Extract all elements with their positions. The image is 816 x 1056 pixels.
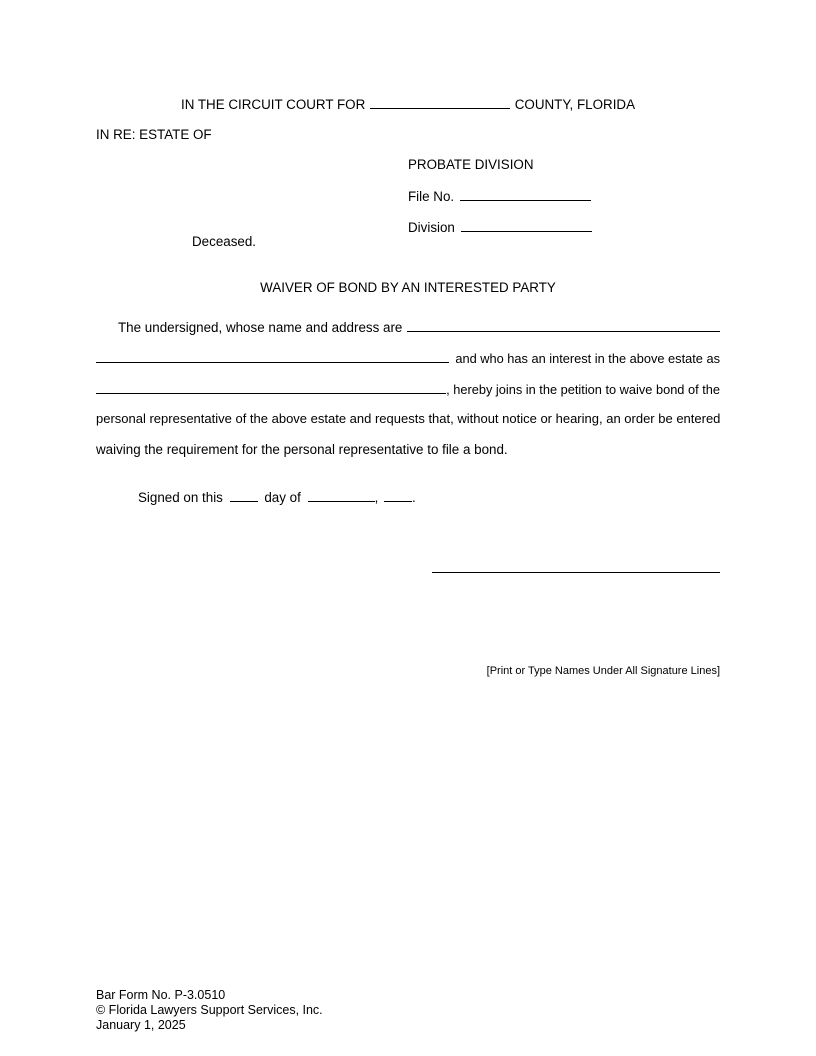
month-blank[interactable] (308, 489, 375, 502)
division-row (408, 219, 592, 236)
court-caption (181, 96, 635, 113)
body-line-5: waiving the requirement for the personal representative to file a bond. (96, 442, 508, 457)
division-label: Division (408, 220, 455, 235)
day-of-label: day of (264, 490, 301, 505)
court-prefix: IN THE CIRCUIT COURT FOR (181, 97, 366, 112)
bar-form-number: Bar Form No. P-3.0510 (96, 988, 226, 1002)
form-date: January 1, 2025 (96, 1018, 186, 1032)
date-comma: , (374, 490, 379, 505)
in-re-label: IN RE: ESTATE OF (96, 127, 212, 142)
probate-division: PROBATE DIVISION (408, 157, 534, 172)
body-line-3-text: , hereby joins in the petition to waive bond of the (446, 382, 720, 397)
body-line-3 (96, 381, 720, 398)
body-line-1-text: The undersigned, whose name and address are (118, 320, 403, 335)
body-line-2-text: and who has an interest in the above estate as (455, 351, 720, 366)
day-blank[interactable] (230, 489, 258, 502)
division-blank[interactable] (461, 219, 592, 232)
file-no-blank[interactable] (460, 188, 591, 201)
name-address-blank-2[interactable] (96, 350, 449, 363)
body-line-2 (96, 350, 720, 367)
interest-blank[interactable] (96, 381, 446, 394)
signature-line[interactable] (432, 572, 720, 573)
file-no-label: File No. (408, 189, 455, 204)
name-address-blank[interactable] (407, 319, 720, 332)
court-suffix: COUNTY, FLORIDA (514, 97, 636, 112)
deceased-label: Deceased. (192, 234, 257, 249)
year-blank[interactable] (384, 489, 412, 502)
file-no-row (408, 188, 591, 205)
signed-on-row (138, 489, 416, 506)
signed-on-label: Signed on this (138, 490, 223, 505)
body-line-1 (118, 319, 720, 336)
date-period: . (412, 490, 416, 505)
county-blank[interactable] (370, 96, 510, 109)
copyright: © Florida Lawyers Support Services, Inc. (96, 1003, 323, 1017)
document-title: WAIVER OF BOND BY AN INTERESTED PARTY (260, 280, 556, 295)
print-names-note: [Print or Type Names Under All Signature Lines] (486, 665, 720, 677)
body-line-4: personal representative of the above estate and requests that, without notice or hearing, an order be entered (96, 411, 721, 426)
